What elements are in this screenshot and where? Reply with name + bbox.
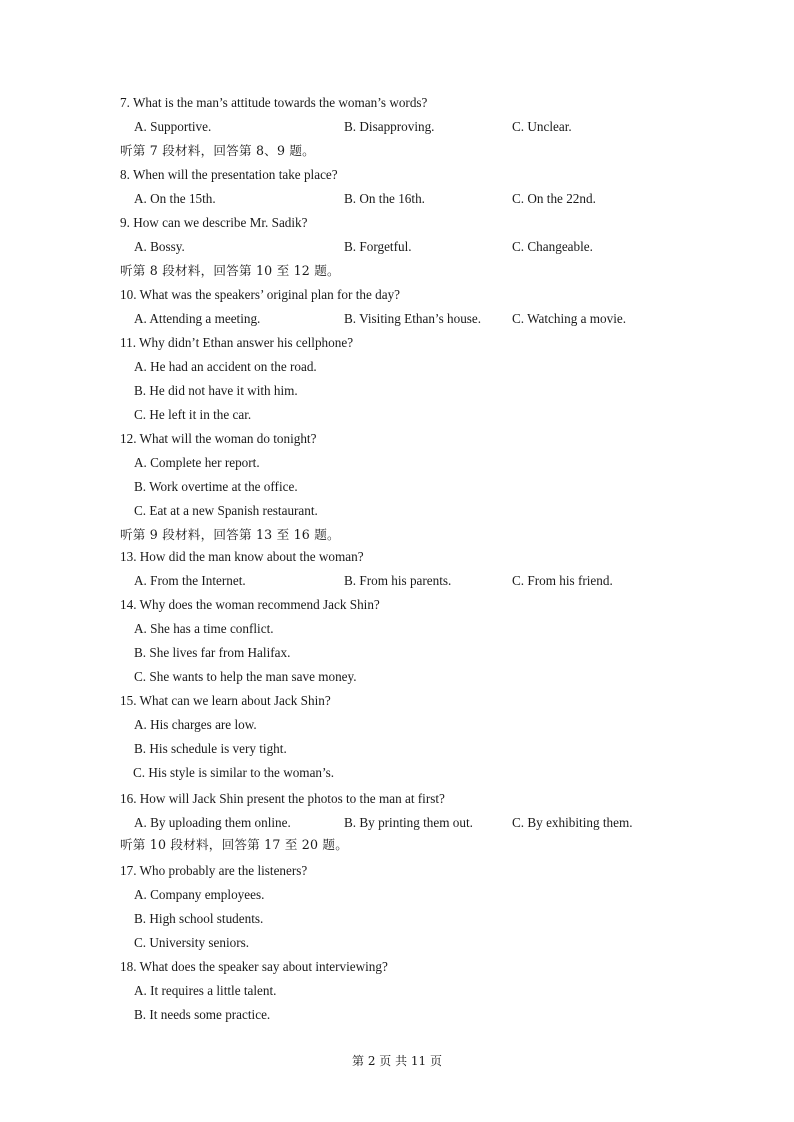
q18-option-b: B. It needs some practice. (134, 1007, 271, 1022)
q16-option-c: C. By exhibiting them. (512, 815, 633, 830)
q14-option-a: A. She has a time conflict. (134, 621, 274, 636)
section-instruction-10: 听第 10 段材料，回答第 17 至 20 题。 (120, 837, 349, 852)
question-10: 10. What was the speakers’ original plan for the day? (120, 287, 401, 302)
q7-option-a: A. Supportive. (134, 119, 212, 134)
q12-option-c: C. Eat at a new Spanish restaurant. (134, 503, 318, 518)
q15-option-a: A. His charges are low. (134, 717, 257, 732)
q12-option-b: B. Work overtime at the office. (134, 479, 298, 494)
question-15: 15. What can we learn about Jack Shin? (120, 693, 331, 708)
q14-option-b: B. She lives far from Halifax. (134, 645, 291, 660)
question-16: 16. How will Jack Shin present the photos to the man at first? (120, 791, 445, 806)
question-17: 17. Who probably are the listeners? (120, 863, 308, 878)
question-14: 14. Why does the woman recommend Jack Shin? (120, 597, 380, 612)
q18-option-a: A. It requires a little talent. (134, 983, 277, 998)
q10-option-a: A. Attending a meeting. (134, 311, 261, 326)
q17-option-b: B. High school students. (134, 911, 264, 926)
q15-option-c: C. His style is similar to the woman’s. (133, 765, 335, 780)
q14-option-c: C. She wants to help the man save money. (134, 669, 357, 684)
question-9: 9. How can we describe Mr. Sadik? (120, 215, 308, 230)
q11-option-c: C. He left it in the car. (134, 407, 252, 422)
section-instruction-8: 听第 8 段材料，回答第 10 至 12 题。 (120, 263, 340, 278)
q16-option-a: A. By uploading them online. (134, 815, 291, 830)
q15-option-b: B. His schedule is very tight. (134, 741, 287, 756)
question-12: 12. What will the woman do tonight? (120, 431, 317, 446)
q11-option-b: B. He did not have it with him. (134, 383, 298, 398)
question-11: 11. Why didn’t Ethan answer his cellphone? (120, 335, 354, 350)
q10-option-b: B. Visiting Ethan’s house. (344, 311, 482, 326)
question-18: 18. What does the speaker say about interviewing? (120, 959, 388, 974)
q12-option-a: A. Complete her report. (134, 455, 260, 470)
q8-option-b: B. On the 16th. (344, 191, 425, 206)
q16-option-b: B. By printing them out. (344, 815, 473, 830)
q11-option-a: A. He had an accident on the road. (134, 359, 317, 374)
q13-option-b: B. From his parents. (344, 573, 452, 588)
q13-option-c: C. From his friend. (512, 573, 613, 588)
q9-option-c: C. Changeable. (512, 239, 593, 254)
section-instruction-7: 听第 7 段材料，回答第 8、9 题。 (120, 143, 315, 158)
q13-option-a: A. From the Internet. (134, 573, 246, 588)
question-8: 8. When will the presentation take place? (120, 167, 338, 182)
q17-option-c: C. University seniors. (134, 935, 250, 950)
q7-option-b: B. Disapproving. (344, 119, 435, 134)
q8-option-a: A. On the 15th. (134, 191, 216, 206)
section-instruction-9: 听第 9 段材料，回答第 13 至 16 题。 (120, 527, 340, 542)
page-footer: 第 2 页 共 11 页 (352, 1054, 442, 1068)
q9-option-a: A. Bossy. (134, 239, 185, 254)
q10-option-c: C. Watching a movie. (512, 311, 627, 326)
question-13: 13. How did the man know about the woman? (120, 549, 364, 564)
question-7: 7. What is the man’s attitude towards the woman’s words? (120, 95, 428, 110)
q7-option-c: C. Unclear. (512, 119, 572, 134)
q8-option-c: C. On the 22nd. (512, 191, 596, 206)
q17-option-a: A. Company employees. (134, 887, 265, 902)
q9-option-b: B. Forgetful. (344, 239, 412, 254)
